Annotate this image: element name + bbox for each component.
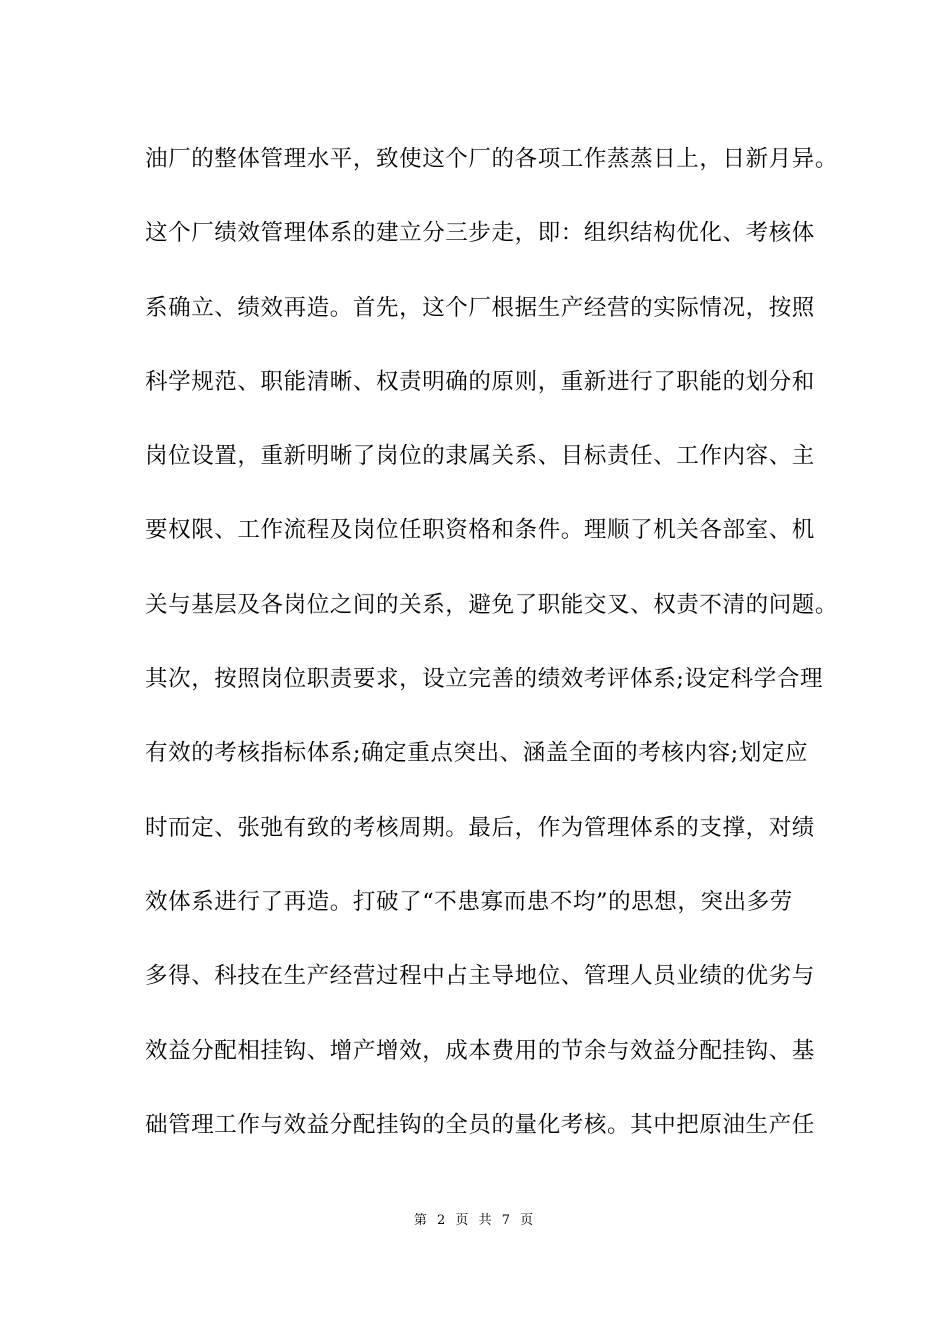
body-text [145, 133, 839, 1173]
text-line-12: 多得、科技在生产经营过程中占主导地位、管理人员业绩的优劣与 [145, 963, 815, 990]
text-line-11: 效体系进行了再造。打破了“不患寡而患不均”的思想，突出多劳 [145, 888, 793, 915]
text-line-3: 系确立、绩效再造。首先，这个厂根据生产经营的实际情况，按照 [145, 294, 815, 321]
text-line-1: 油厂的整体管理水平，致使这个厂的各项工作蒸蒸日上，日新月异。 [145, 146, 839, 172]
text-line-10: 时而定、张弛有致的考核周期。最后，作为管理体系的支撑，对绩 [145, 814, 815, 841]
text-line-2: 这个厂绩效管理体系的建立分三步走，即：组织结构优化、考核体 [145, 220, 815, 247]
page-number-footer: 第 2 页 共 7 页 [413, 1213, 537, 1228]
text-line-6: 要权限、工作流程及岗位任职资格和条件。理顺了机关各部室、机 [145, 517, 815, 544]
text-line-5: 岗位设置，重新明晰了岗位的隶属关系、目标责任、工作内容、主 [145, 443, 815, 470]
text-line-8: 其次，按照岗位职责要求，设立完善的绩效考评体系;设定科学合理 [145, 666, 824, 693]
text-line-4: 科学规范、职能清晰、权责明确的原则，重新进行了职能的划分和 [145, 368, 815, 395]
text-line-13: 效益分配相挂钩、增产增效，成本费用的节余与效益分配挂钩、基 [145, 1037, 815, 1064]
text-line-9: 有效的考核指标体系;确定重点突出、涵盖全面的考核内容;划定应 [145, 740, 809, 767]
text-line-7: 关与基层及各岗位之间的关系，避免了职能交叉、权责不清的问题。 [145, 591, 839, 618]
text-line-14: 础管理工作与效益分配挂钩的全员的量化考核。其中把原油生产任 [145, 1111, 815, 1138]
